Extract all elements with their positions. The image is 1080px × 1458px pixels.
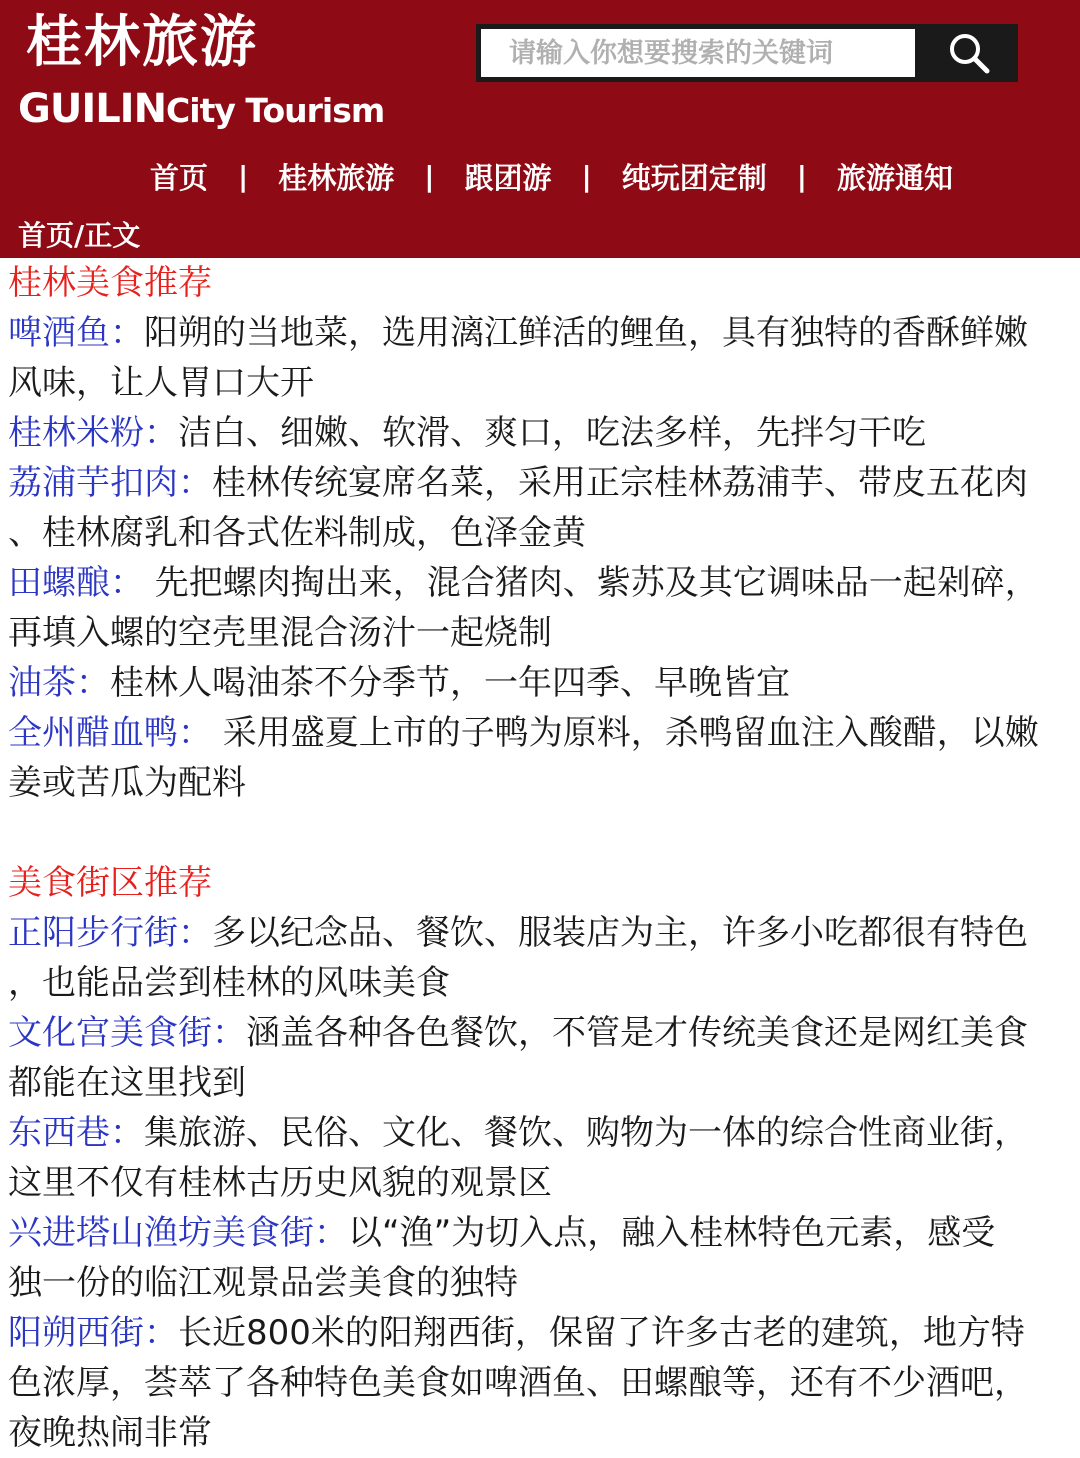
- street-desc: 集旅游、民俗、文化、餐饮、购物为一体的综合性商业街，: [144, 1113, 1028, 1153]
- list-item: [8, 1108, 1072, 1158]
- food-term: 全州醋血鸭：: [8, 713, 212, 753]
- food-desc: 桂林人喝油茶不分季节，一年四季、早晚皆宜: [110, 663, 790, 703]
- logo-subtitle: [18, 86, 384, 140]
- nav-item-travel-notice[interactable]: 旅游通知: [837, 160, 954, 195]
- list-item-continued: 夜晚热闹非常: [8, 1413, 212, 1453]
- section-title-food-streets: 美食街区推荐: [8, 863, 212, 903]
- street-desc: 以“渔”为切入点，融入桂林特色元素，感受: [348, 1213, 996, 1253]
- logo-subtitle-main: GUILIN: [18, 86, 167, 132]
- nav-separator: |: [796, 159, 807, 193]
- site-header: [0, 0, 1080, 258]
- nav-item-group-tour[interactable]: 跟团游: [464, 160, 552, 195]
- food-desc: 洁白、细嫩、软滑、爽口，吃法多样，先拌匀干吃: [178, 413, 926, 453]
- list-item: [8, 708, 1072, 758]
- street-term: 兴进塔山渔坊美食街：: [8, 1213, 348, 1253]
- list-item-continued: 这里不仅有桂林古历史风貌的观景区: [8, 1163, 552, 1203]
- street-desc: 多以纪念品、餐饮、服装店为主，许多小吃都很有特色: [212, 913, 1028, 953]
- list-item: [8, 458, 1072, 508]
- food-term: 田螺酿：: [8, 563, 144, 603]
- list-item-continued: 风味，让人胃口大开: [8, 363, 314, 403]
- list-item-continued: 姜或苦瓜为配料: [8, 763, 246, 803]
- list-item-continued: 、桂林腐乳和各式佐料制成，色泽金黄: [8, 513, 586, 553]
- list-item: [8, 658, 1072, 708]
- nav-item-home[interactable]: 首页: [150, 160, 209, 195]
- street-term: 正阳步行街：: [8, 913, 212, 953]
- street-desc: 长近800米的阳翔西街，保留了许多古老的建筑，地方特: [178, 1313, 1025, 1353]
- food-desc: 阳朔的当地菜，选用漓江鲜活的鲤鱼，具有独特的香酥鲜嫩: [144, 313, 1028, 353]
- list-item-continued: ，也能品尝到桂林的风味美食: [8, 963, 450, 1003]
- search-icon: [947, 31, 991, 75]
- nav-item-custom-tour[interactable]: 纯玩团定制: [621, 160, 767, 195]
- breadcrumb-current: 正文: [84, 219, 141, 252]
- list-item-continued: 再填入螺的空壳里混合汤汁一起烧制: [8, 613, 552, 653]
- nav-item-guilin-travel[interactable]: 桂林旅游: [278, 160, 395, 195]
- nav-separator: |: [581, 159, 592, 193]
- food-term: 桂林米粉：: [8, 413, 178, 453]
- list-item: [8, 1008, 1072, 1058]
- food-desc: 先把螺肉掏出来，混合猪肉、紫苏及其它调味品一起剁碎，: [144, 563, 1039, 603]
- breadcrumb-home[interactable]: 首页: [18, 219, 75, 252]
- street-term: 文化宫美食街：: [8, 1013, 246, 1053]
- food-desc: 桂林传统宴席名菜，采用正宗桂林荔浦芋、带皮五花肉: [212, 463, 1028, 503]
- search-button[interactable]: [920, 24, 1018, 82]
- search-input[interactable]: [481, 29, 915, 77]
- article-body: [0, 258, 1080, 1458]
- list-item: [8, 308, 1072, 358]
- list-item: [8, 1208, 1072, 1258]
- main-nav: [150, 150, 953, 202]
- logo-title[interactable]: 桂林旅游: [26, 10, 258, 75]
- section-spacer: [8, 808, 1072, 858]
- list-item: [8, 558, 1072, 608]
- list-item-continued: 都能在这里找到: [8, 1063, 246, 1103]
- section-title-guilin-food: 桂林美食推荐: [8, 263, 212, 303]
- list-item-continued: 色浓厚，荟萃了各种特色美食如啤酒鱼、田螺酿等，还有不少酒吧，: [8, 1363, 1028, 1403]
- nav-separator: |: [238, 159, 249, 193]
- food-desc: 采用盛夏上市的子鸭为原料，杀鸭留血注入酸醋，以嫩: [212, 713, 1039, 753]
- nav-separator: |: [424, 159, 435, 193]
- street-desc: 涵盖各种各色餐饮，不管是才传统美食还是网红美食: [246, 1013, 1028, 1053]
- food-term: 啤酒鱼：: [8, 313, 144, 353]
- street-term: 东西巷：: [8, 1113, 144, 1153]
- food-term: 荔浦芋扣肉：: [8, 463, 212, 503]
- food-term: 油茶：: [8, 663, 110, 703]
- list-item: [8, 908, 1072, 958]
- list-item-continued: 独一份的临江观景品尝美食的独特: [8, 1263, 518, 1303]
- search-bar: [476, 24, 1018, 82]
- logo-subtitle-sub: City Tourism: [166, 91, 385, 130]
- breadcrumb-separator: /: [74, 219, 85, 252]
- list-item: [8, 1308, 1072, 1358]
- breadcrumb: [18, 216, 140, 256]
- list-item: [8, 408, 1072, 458]
- street-term: 阳朔西街：: [8, 1313, 178, 1353]
